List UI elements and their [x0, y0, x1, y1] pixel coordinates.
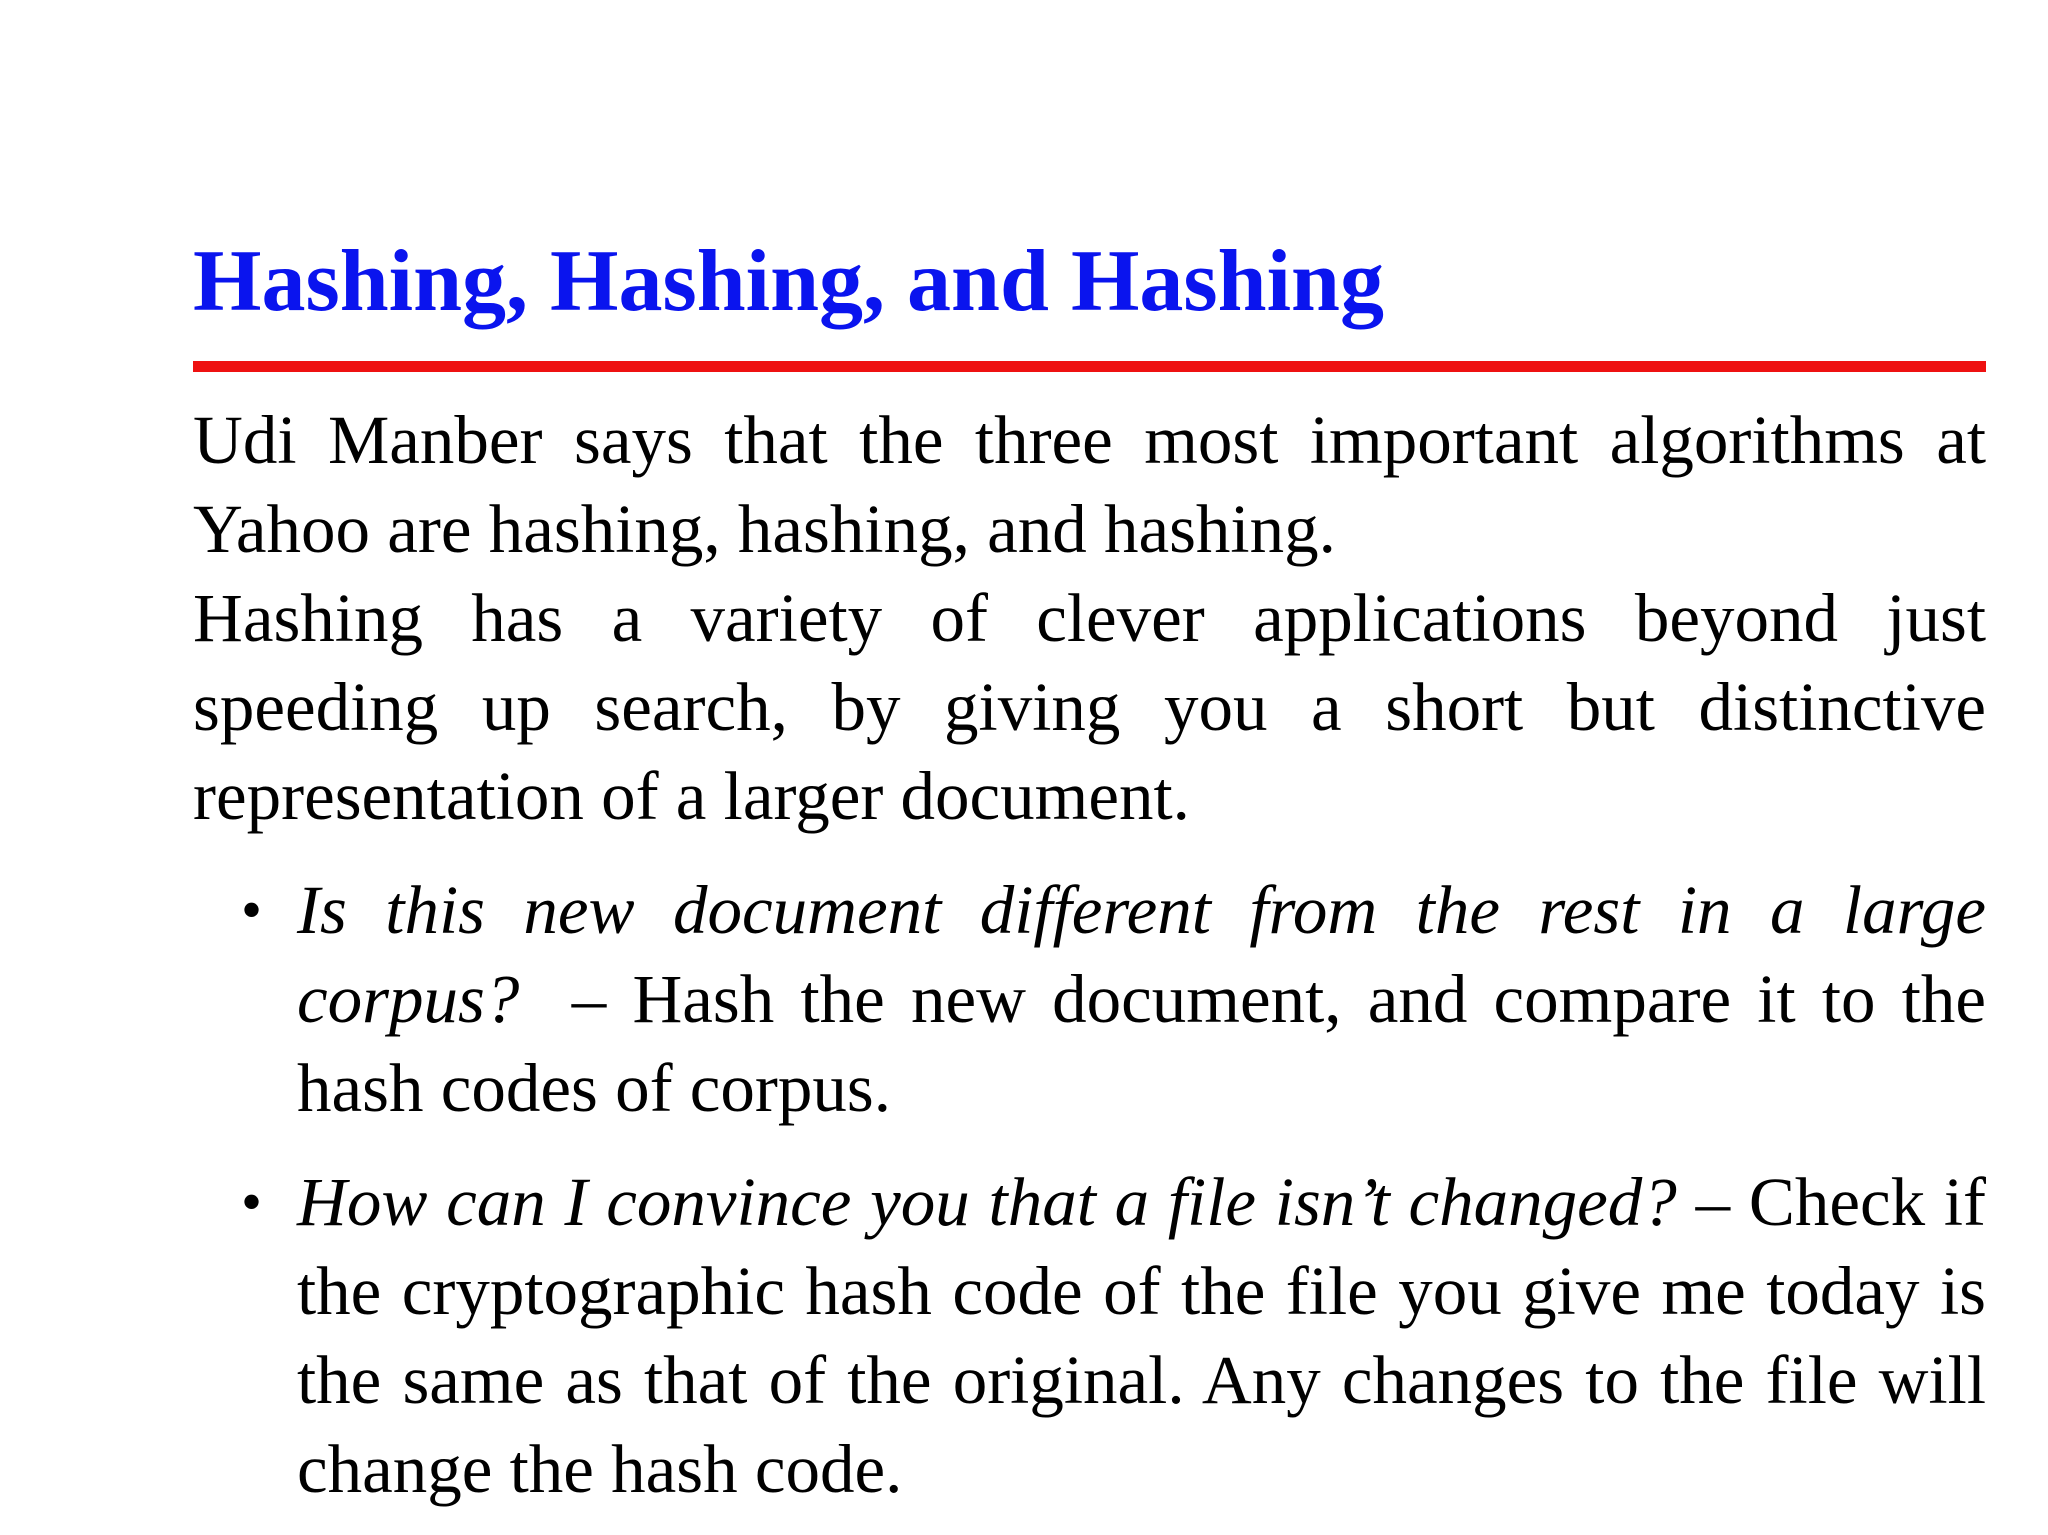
slide-title: Hashing, Hashing, and Hashing [193, 233, 1384, 330]
paragraph-intro: Udi Manber says that the three most important algorithms at Yahoo are hashing, hashing, and hashing. [193, 402, 1986, 567]
bullet-answer: – Check if the cryptographic hash code of the file you give me today is the same as that of the original. Any changes to the file will change the hash code. [297, 1164, 1987, 1507]
bullet-item-file-integrity [193, 1158, 1986, 1514]
bullet-list [193, 866, 1986, 1514]
paragraph-applications: Hashing has a variety of clever applications beyond just speeding up search, by giving you a short but distinctive representation of a larger document. [193, 580, 1986, 834]
slide-body [193, 396, 1986, 1514]
bullet-dot-icon: • [241, 1169, 263, 1235]
bullet-question: Is this new document different from the rest in a large corpus? [297, 872, 1986, 1037]
bullet-dot-icon: • [241, 877, 263, 943]
title-underline-rule [193, 361, 1986, 372]
bullet-answer: – Hash the new document, and compare it to the hash codes of corpus. [297, 961, 1987, 1126]
bullet-question: How can I convince you that a file isn’t changed? [297, 1164, 1677, 1240]
bullet-item-duplicate-detection [193, 866, 1986, 1133]
